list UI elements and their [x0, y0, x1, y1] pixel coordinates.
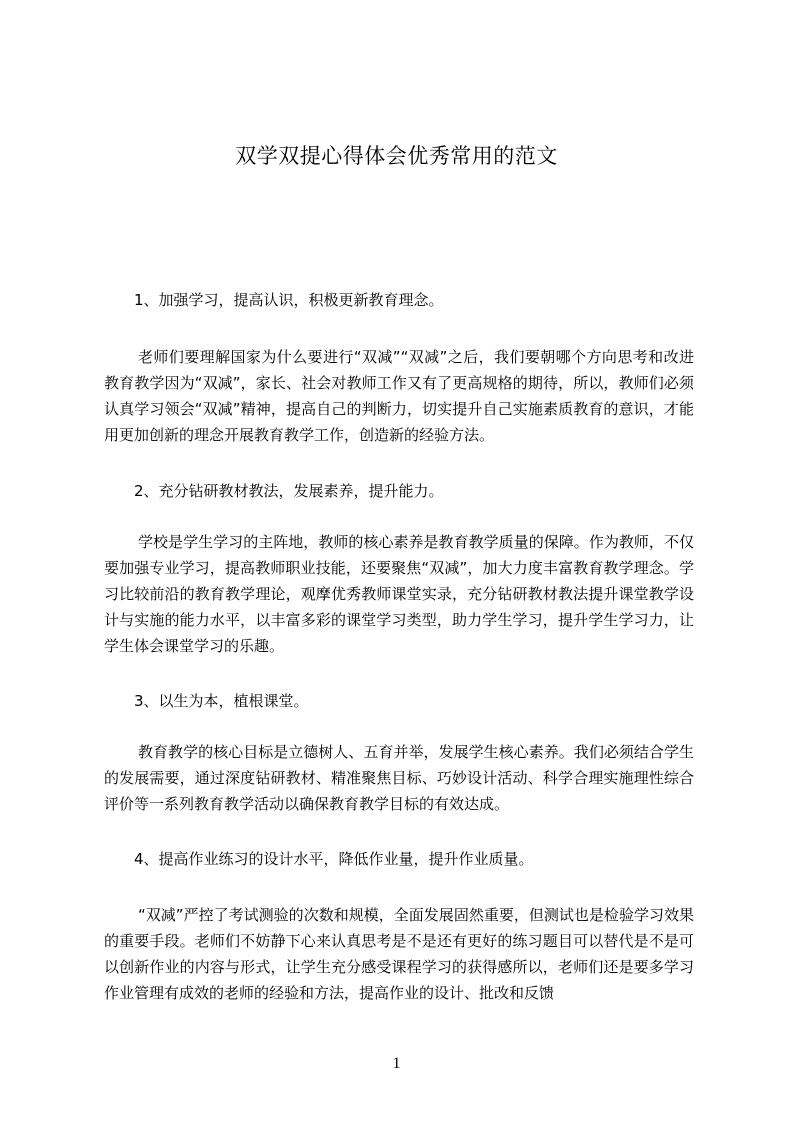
- section-heading-2: 2、充分钻研教材教法，发展素养，提升能力。: [134, 482, 444, 500]
- section-heading-3: 3、以生为本，植根课堂。: [134, 692, 309, 710]
- section-paragraph-2: 学校是学生学习的主阵地，教师的核心素养是教育教学质量的保障。作为教师，不仅要加强专业学习，提高教师职业技能，还要聚焦“双减”，加大力度丰富教育教学理念。学习比较前沿的教育教学理论，观摩优秀教师课堂实录，充分钻研教材教法提升课堂教学设计与实施的能力水平，以丰富多彩的课堂学习类型，助力学生学习，提升学生学习力，让学生体会课堂学习的乐趣。: [104, 533, 694, 655]
- section-heading-1: 1、加强学习，提高认识，积极更新教育理念。: [134, 291, 444, 309]
- section-heading-4: 4、提高作业练习的设计水平，降低作业量，提升作业质量。: [134, 850, 534, 868]
- section-paragraph-4: “双减”严控了考试测验的次数和规模，全面发展固然重要，但测试也是检验学习效果的重要手段。老师们不妨静下心来认真思考是不是还有更好的练习题目可以替代是不是可以创新作业的内容与形式，让学生充分感受课程学习的获得感所以，老师们还是要多学习作业管理有成效的老师的经验和方法，提高作业的设计、批改和反馈: [104, 906, 694, 1002]
- page-number: 1: [392, 1055, 401, 1072]
- section-paragraph-1: 老师们要理解国家为什么要进行“双减”“双减”之后，我们要朝哪个方向思考和改进教育教学因为“双减”，家长、社会对教师工作又有了更高规格的期待，所以，教师们必须认真学习领会“双减”精神，提高自己的判断力，切实提升自己实施素质教育的意识，才能用更加创新的理念开展教育教学工作，创造新的经验方法。: [104, 348, 694, 444]
- section-paragraph-3: 教育教学的核心目标是立德树人、五育并举，发展学生核心素养。我们必须结合学生的发展需要，通过深度钻研教材、精准聚焦目标、巧妙设计活动、科学合理实施理性综合评价等一系列教育教学活动以确保教育教学目标的有效达成。: [104, 743, 694, 813]
- document-title: 双学双提心得体会优秀常用的范文: [235, 144, 558, 168]
